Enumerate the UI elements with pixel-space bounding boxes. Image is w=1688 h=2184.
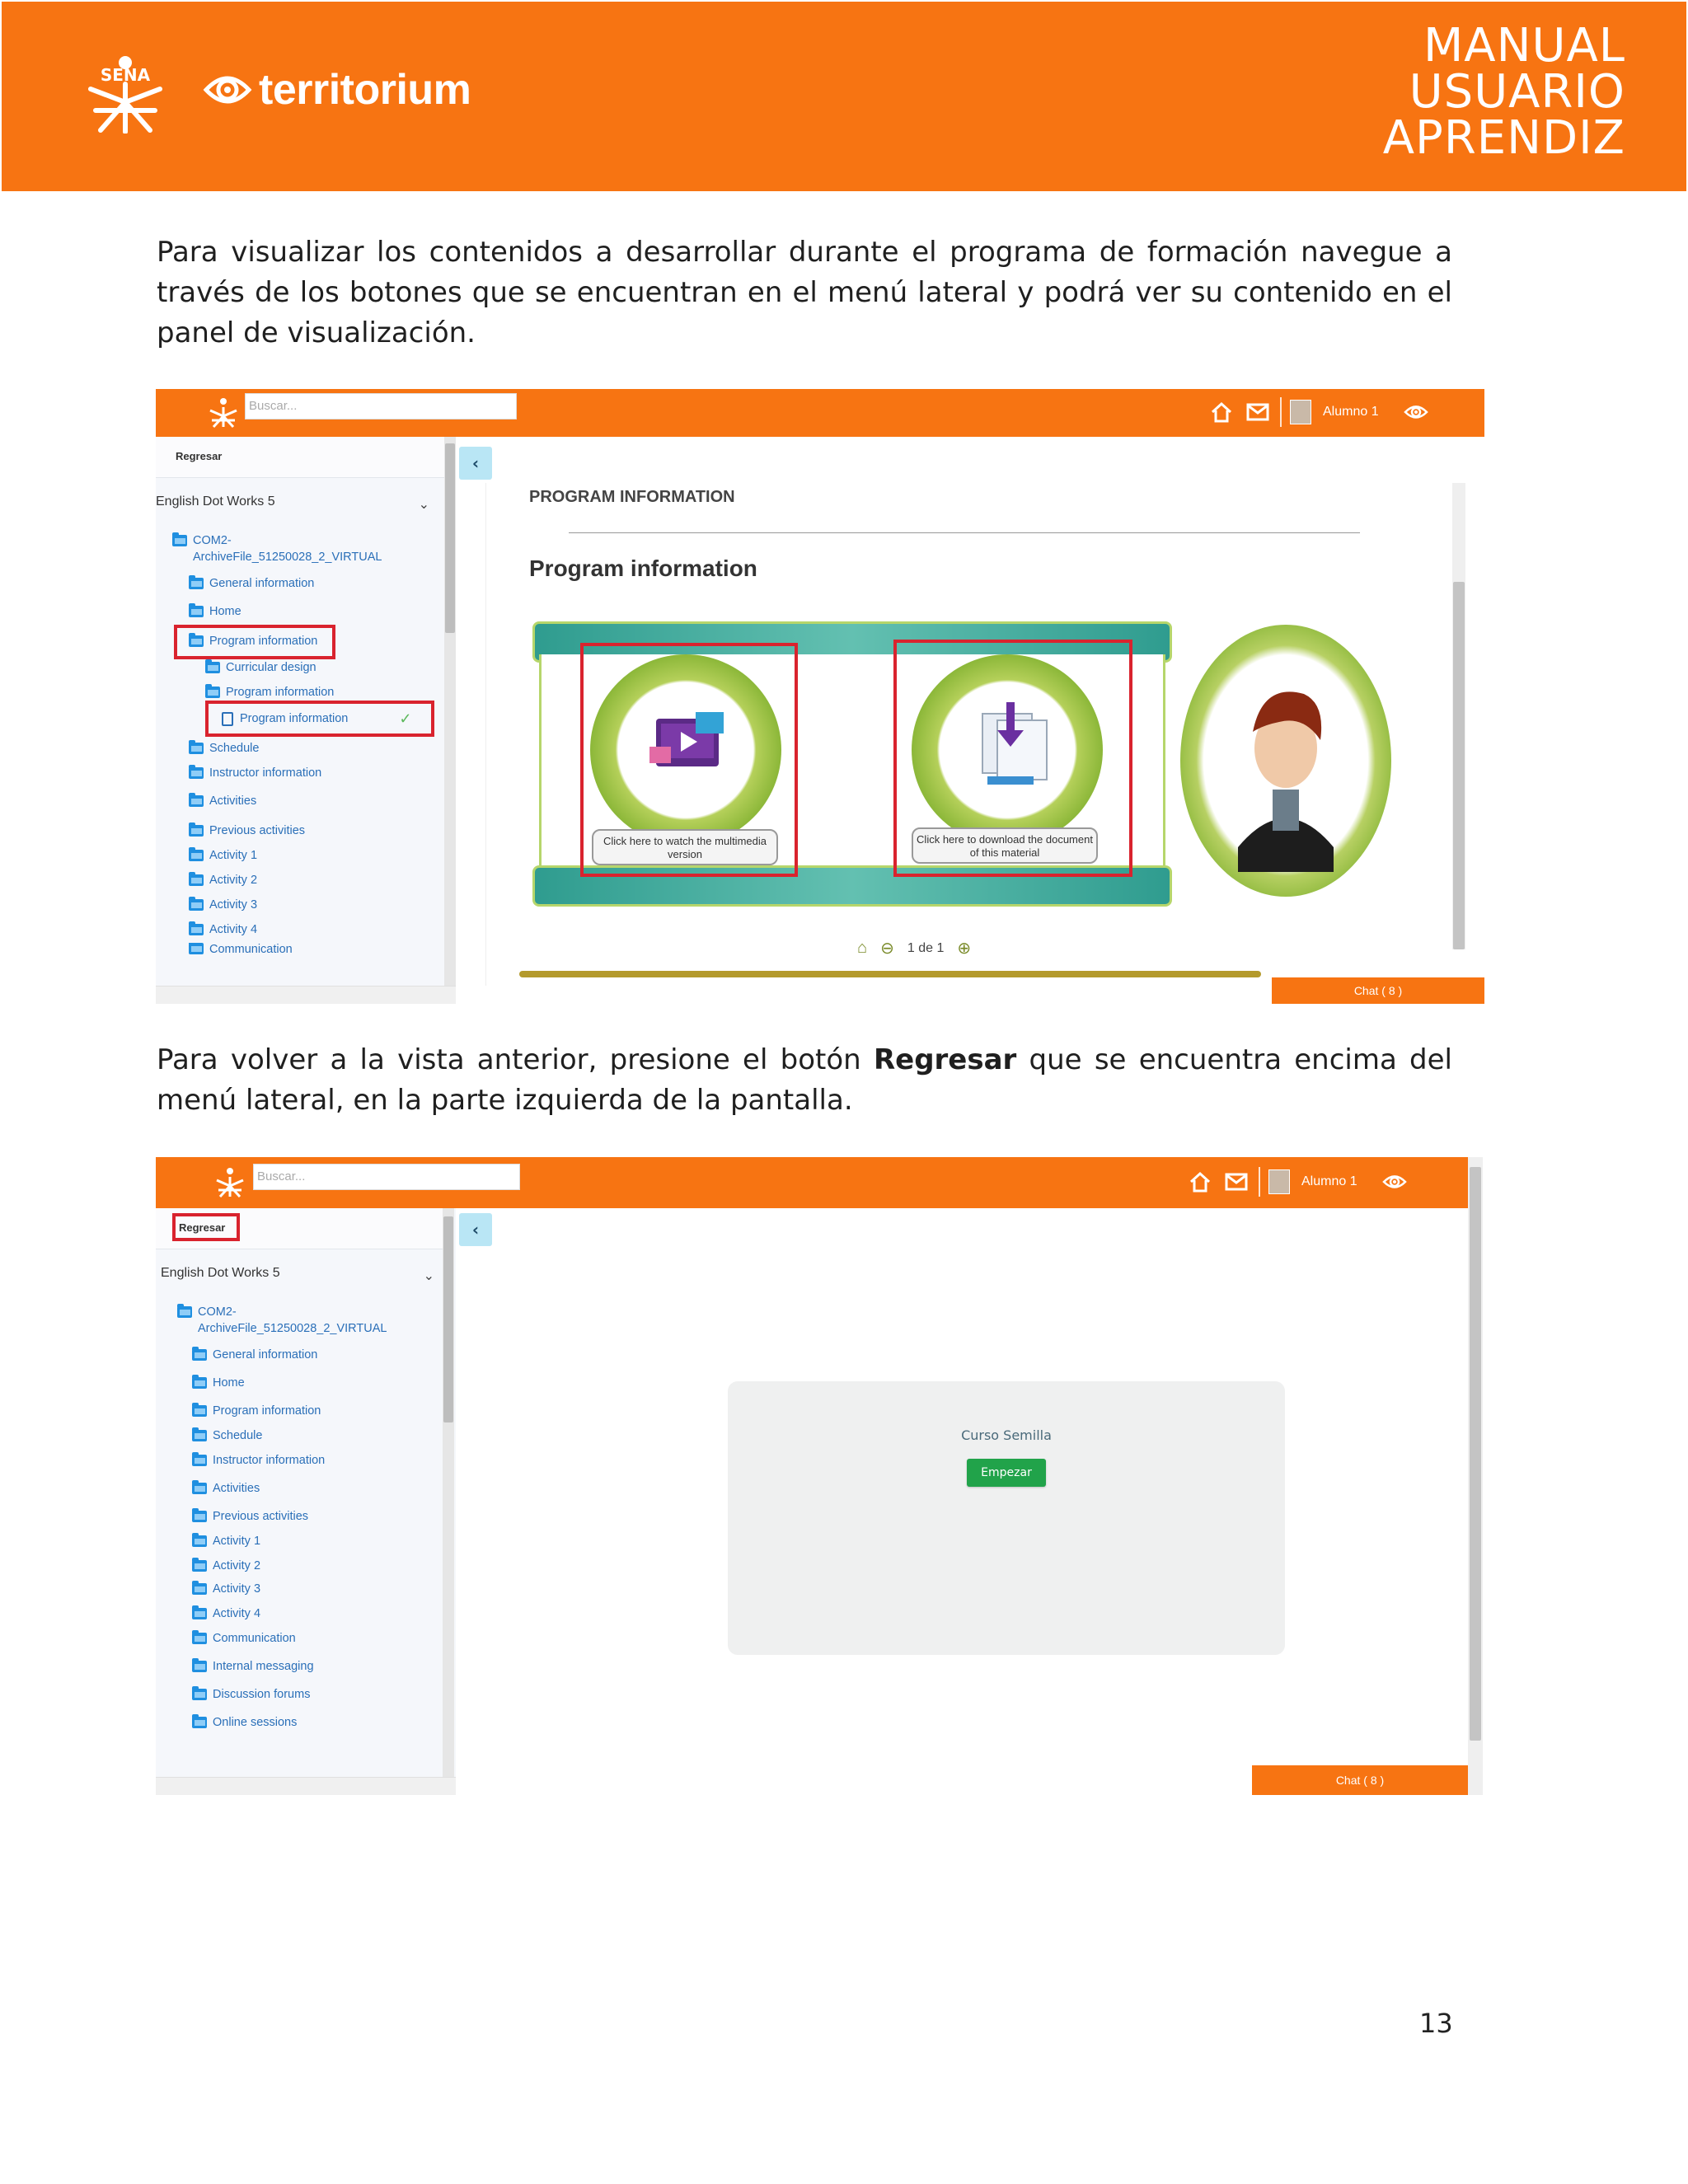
screenshot-back-button	[156, 1157, 1484, 1795]
folder-icon	[192, 1633, 207, 1644]
sidebar-item-label: Activity 4	[209, 923, 258, 936]
sidebar-item-label: Discussion forums	[213, 1688, 311, 1701]
folder-icon	[192, 1377, 207, 1389]
folder-icon	[192, 1608, 207, 1619]
folder-icon	[177, 1306, 192, 1318]
sidebar-item-instructor-information[interactable]	[189, 763, 321, 783]
sidebar-item-activity-2[interactable]	[189, 870, 257, 890]
user-name[interactable]: Alumno 1	[1323, 405, 1379, 419]
sidebar-item-label: Previous activities	[213, 1510, 309, 1523]
topbar-actions	[1186, 1167, 1409, 1197]
sidebar-item-activity-3[interactable]	[189, 895, 257, 915]
svg-text:SENA: SENA	[100, 65, 151, 85]
collapse-sidebar-button[interactable]: ‹	[459, 447, 492, 480]
sidebar-item-label: Home	[213, 1376, 245, 1390]
territorium-logo-text: territorium	[259, 66, 471, 114]
sidebar-horizontal-scrollbar[interactable]	[156, 1777, 456, 1795]
instruction-paragraph-1: Para visualizar los contenidos a desarrollar durante el programa de formación navegue a través de los botones que se encuentran en el menú lateral y podrá ver su contenido en el panel de visualización.	[157, 236, 1452, 349]
highlight-box	[174, 625, 335, 659]
sidebar	[156, 1208, 456, 1795]
divider	[569, 532, 1360, 533]
student-avatar-icon	[1180, 625, 1391, 897]
mail-icon[interactable]	[1222, 1168, 1250, 1196]
folder-icon	[189, 578, 204, 589]
chat-bar[interactable]: Chat ( 8 )	[1252, 1765, 1468, 1795]
sidebar-item-label: General information	[213, 1348, 318, 1361]
sidebar-item-schedule[interactable]	[189, 738, 259, 758]
sidebar-item-label: Activity 2	[209, 874, 258, 887]
chat-bar[interactable]: Chat ( 8 )	[1272, 977, 1484, 1004]
sidebar	[156, 437, 456, 1004]
paragraph-text: Para volver a la vista anterior, presione el botón	[157, 1043, 874, 1076]
folder-icon	[189, 795, 204, 807]
sidebar-item-activity-1[interactable]	[192, 1531, 260, 1551]
start-button[interactable]: Empezar	[967, 1459, 1046, 1487]
sidebar-item-label: Online sessions	[213, 1716, 298, 1729]
user-avatar[interactable]	[1290, 400, 1311, 424]
sidebar-item-label: Activity 1	[213, 1535, 261, 1548]
sidebar-item-label: Program information	[226, 686, 335, 699]
sena-small-logo-icon	[213, 1165, 246, 1198]
search-input[interactable]: Buscar...	[245, 393, 517, 419]
regresar-emphasis: Regresar	[873, 1043, 1017, 1076]
sidebar-item-curricular-design[interactable]	[205, 658, 316, 677]
sidebar-item-label: Curricular design	[226, 661, 316, 674]
sidebar-item-label: Instructor information	[209, 766, 322, 780]
sidebar-horizontal-scrollbar[interactable]	[156, 986, 456, 1004]
search-input[interactable]: Buscar...	[253, 1164, 520, 1190]
mail-icon[interactable]	[1244, 398, 1272, 426]
sidebar-item-program-information[interactable]	[192, 1401, 321, 1421]
territorium-eye-icon[interactable]	[1381, 1168, 1409, 1196]
sena-small-logo-icon	[207, 396, 240, 429]
course-name: English Dot Works 5	[156, 494, 275, 509]
sidebar-item-label: Home	[209, 605, 241, 618]
sidebar-item-general-information[interactable]	[192, 1345, 317, 1365]
sidebar-item-archivefile[interactable]	[198, 1319, 387, 1338]
user-avatar[interactable]	[1268, 1169, 1290, 1194]
multimedia-card-label[interactable]: Click here to watch the multimedia version	[592, 829, 778, 865]
app-topbar	[156, 389, 1484, 437]
back-button-label: Regresar	[176, 450, 223, 462]
avatar-character	[1180, 625, 1391, 897]
sidebar-scroll-thumb[interactable]	[445, 443, 455, 633]
sena-logo-icon	[84, 51, 166, 134]
manual-title-line: USUARIO	[1409, 65, 1625, 119]
topbar-separator	[1259, 1167, 1260, 1197]
home-icon[interactable]	[1207, 398, 1236, 426]
territorium-logo	[203, 61, 471, 119]
home-icon[interactable]	[1186, 1168, 1214, 1196]
folder-icon	[189, 767, 204, 779]
topbar-separator	[1280, 397, 1282, 427]
sidebar-item-archivefile[interactable]	[193, 547, 382, 567]
folder-icon	[192, 1511, 207, 1522]
pager	[857, 938, 971, 958]
folder-icon	[192, 1717, 207, 1728]
back-button[interactable]	[156, 437, 446, 478]
sidebar-item-communication[interactable]	[192, 1629, 296, 1648]
sidebar-item-label: Instructor information	[213, 1454, 326, 1467]
folder-icon	[192, 1661, 207, 1672]
sidebar-item-label: Program information	[240, 712, 349, 725]
folder-icon	[192, 1483, 207, 1494]
checkmark-icon: ✓	[399, 710, 412, 727]
paragraph-text: que se encuentra encima del menú lateral, en la parte izquierda de la pantalla.	[157, 1043, 1453, 1117]
manual-title-line: APRENDIZ	[1382, 111, 1625, 165]
course-selector[interactable]	[156, 494, 436, 519]
sidebar-item-home[interactable]	[192, 1373, 245, 1393]
folder-icon	[192, 1430, 207, 1441]
sidebar-item-communication[interactable]	[189, 943, 293, 954]
chevron-down-icon[interactable]: ⌄	[418, 498, 429, 512]
sidebar-item-activity-1[interactable]	[189, 846, 257, 865]
screenshot-program-information	[156, 389, 1484, 1004]
sidebar-item-program-information-sub[interactable]	[205, 682, 334, 702]
folder-icon	[189, 899, 204, 911]
sidebar-item-label: General information	[209, 577, 315, 590]
sidebar-item-activity-2[interactable]	[192, 1556, 260, 1576]
sidebar-item-label: Activity 2	[213, 1559, 261, 1572]
sidebar-item-label: Previous activities	[209, 824, 306, 837]
app-topbar	[156, 1157, 1468, 1208]
sidebar-item-label: Communication	[213, 1632, 296, 1645]
course-name: English Dot Works 5	[161, 1266, 280, 1280]
sidebar-item-label: ArchiveFile_51250028_2_VIRTUAL	[193, 551, 382, 564]
course-start-title: Curso Semilla	[961, 1427, 1052, 1443]
sidebar-item-previous-activities[interactable]	[189, 821, 305, 841]
sidebar-item-label: Program information	[209, 635, 318, 648]
progress-line	[519, 971, 1261, 977]
territorium-eye-icon	[203, 65, 252, 115]
folder-icon	[205, 662, 220, 673]
manual-title	[1382, 19, 1625, 165]
sidebar-item-label: Schedule	[213, 1429, 263, 1442]
user-name[interactable]: Alumno 1	[1301, 1174, 1357, 1188]
instruction-paragraph-2	[157, 1040, 1452, 1121]
folder-icon	[189, 924, 204, 935]
folder-icon	[192, 1405, 207, 1417]
sidebar-item-label: Internal messaging	[213, 1660, 314, 1673]
course-start-card	[728, 1381, 1285, 1655]
content-panel	[485, 483, 1466, 986]
folder-icon	[205, 687, 220, 698]
sidebar-item-activity-4[interactable]	[192, 1604, 260, 1624]
folder-icon	[189, 874, 204, 886]
sidebar-item-label: Program information	[213, 1404, 321, 1418]
sidebar-item-previous-activities[interactable]	[192, 1507, 308, 1526]
sidebar-scroll-thumb[interactable]	[443, 1216, 453, 1422]
sidebar-item-internal-messaging[interactable]	[192, 1657, 314, 1676]
sidebar-item-instructor-information[interactable]	[192, 1451, 325, 1470]
folder-icon	[189, 825, 204, 837]
folder-icon	[189, 943, 204, 954]
highlight-box	[205, 701, 434, 737]
previous-page-icon[interactable]: ⊖	[880, 940, 894, 958]
page-number: 13	[1419, 2008, 1453, 2039]
folder-icon	[192, 1560, 207, 1572]
sidebar-item-label: Activities	[213, 1482, 260, 1495]
content-header: PROGRAM INFORMATION	[529, 488, 735, 506]
folder-icon	[192, 1349, 207, 1361]
sidebar-item-label: Activity 1	[209, 849, 258, 862]
folder-icon	[172, 535, 187, 546]
sidebar-item-home[interactable]	[189, 602, 241, 621]
folder-icon	[192, 1455, 207, 1466]
sidebar-item-discussion-forums[interactable]	[192, 1685, 310, 1704]
sidebar-item-activities[interactable]	[189, 791, 256, 811]
sidebar-item-label: Activity 3	[209, 898, 258, 912]
sidebar-item-label: COM2-	[198, 1305, 237, 1319]
sidebar-item-activities[interactable]	[192, 1479, 260, 1498]
sidebar-item-label: Communication	[209, 943, 293, 954]
folder-icon	[189, 606, 204, 617]
folder-icon	[189, 850, 204, 861]
sidebar-item-label: COM2-	[193, 534, 232, 547]
folder-icon	[189, 743, 204, 754]
course-selector[interactable]	[161, 1266, 441, 1291]
manual-title-line: MANUAL	[1423, 19, 1625, 73]
sidebar-item-label: Activity 4	[213, 1607, 261, 1620]
sidebar-item-general-information[interactable]	[189, 574, 314, 593]
folder-icon	[192, 1689, 207, 1700]
folder-icon	[192, 1535, 207, 1547]
chevron-down-icon[interactable]: ⌄	[423, 1269, 434, 1283]
pager-text: 1 de 1	[907, 940, 945, 955]
next-page-icon[interactable]: ⊕	[957, 940, 972, 958]
highlight-box	[893, 640, 1132, 877]
highlight-box	[172, 1213, 240, 1241]
collapse-sidebar-button[interactable]: ‹	[459, 1213, 492, 1246]
territorium-eye-icon[interactable]	[1402, 398, 1430, 426]
content-scroll-thumb[interactable]	[1453, 582, 1465, 949]
folder-icon	[192, 1583, 207, 1595]
sidebar-item-label: ArchiveFile_51250028_2_VIRTUAL	[198, 1322, 387, 1335]
topbar-actions	[1207, 397, 1430, 427]
sidebar-item-schedule[interactable]	[192, 1426, 262, 1446]
sidebar-item-label: Schedule	[209, 742, 260, 755]
content-title: Program information	[529, 555, 757, 581]
sidebar-item-label: Activities	[209, 794, 257, 808]
sidebar-item-activity-4[interactable]	[189, 920, 257, 940]
sidebar-item-online-sessions[interactable]	[192, 1713, 297, 1732]
highlight-box	[580, 643, 798, 877]
sidebar-item-label: Activity 3	[213, 1582, 261, 1596]
resource-board	[532, 621, 1172, 907]
page-header	[2, 2, 1686, 191]
sidebar-item-activity-3[interactable]	[192, 1579, 260, 1599]
home-icon[interactable]: ⌂	[857, 939, 868, 957]
back-button-label: Regresar	[179, 1221, 226, 1234]
content-scroll-thumb[interactable]	[1470, 1167, 1481, 1741]
download-card-label[interactable]: Click here to download the document of this material	[912, 827, 1098, 864]
